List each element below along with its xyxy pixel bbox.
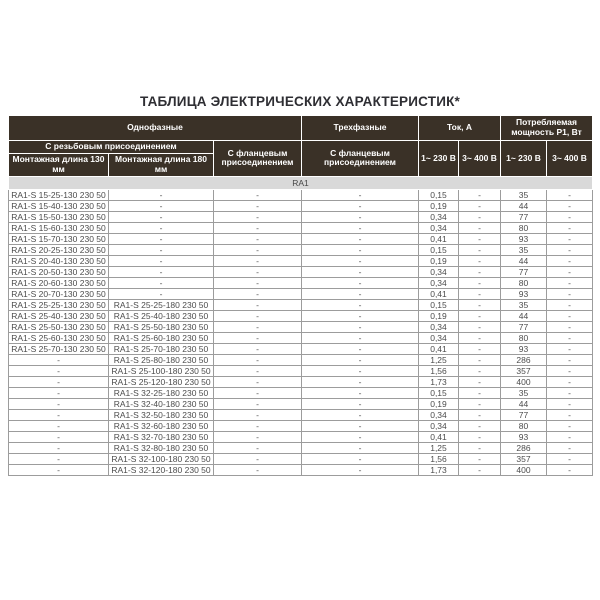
cell-flange-single-phase: -: [214, 288, 302, 299]
cell-power-230v: 400: [501, 464, 547, 475]
cell-model-130: RA1-S 15-60-130 230 50: [9, 222, 109, 233]
cell-current-400v: -: [459, 310, 501, 321]
cell-flange-single-phase: -: [214, 277, 302, 288]
table-row: [9, 189, 593, 200]
cell-current-230v: 0,41: [419, 233, 459, 244]
cell-flange-three-phase: -: [302, 343, 419, 354]
cell-model-180: RA1-S 32-100-180 230 50: [109, 453, 214, 464]
cell-model-180: -: [109, 288, 214, 299]
cell-power-400v: -: [547, 332, 593, 343]
header-length-130: Монтажная длина 130 мм: [9, 153, 109, 176]
cell-current-230v: 1,25: [419, 442, 459, 453]
cell-model-130: RA1-S 25-60-130 230 50: [9, 332, 109, 343]
cell-model-130: -: [9, 376, 109, 387]
cell-model-180: RA1-S 32-60-180 230 50: [109, 420, 214, 431]
cell-model-180: -: [109, 222, 214, 233]
table-row: [9, 431, 593, 442]
cell-model-130: RA1-S 25-40-130 230 50: [9, 310, 109, 321]
cell-flange-single-phase: -: [214, 354, 302, 365]
cell-power-230v: 44: [501, 310, 547, 321]
table-row: [9, 321, 593, 332]
cell-current-230v: 0,34: [419, 277, 459, 288]
cell-flange-three-phase: -: [302, 387, 419, 398]
cell-current-400v: -: [459, 387, 501, 398]
table-row: [9, 464, 593, 475]
cell-flange-single-phase: -: [214, 420, 302, 431]
cell-model-130: RA1-S 15-25-130 230 50: [9, 189, 109, 200]
table-row: [9, 376, 593, 387]
cell-power-230v: 77: [501, 321, 547, 332]
cell-flange-single-phase: -: [214, 321, 302, 332]
cell-power-230v: 93: [501, 343, 547, 354]
series-group-label: RA1: [9, 176, 593, 189]
header-threaded-connection: С резьбовым присоединением: [9, 141, 214, 154]
cell-flange-single-phase: -: [214, 222, 302, 233]
cell-current-230v: 0,19: [419, 255, 459, 266]
table-header: [9, 116, 593, 177]
header-current: Ток, А: [419, 116, 501, 141]
cell-flange-three-phase: -: [302, 332, 419, 343]
table-row: [9, 233, 593, 244]
cell-model-130: -: [9, 409, 109, 420]
cell-model-130: RA1-S 20-40-130 230 50: [9, 255, 109, 266]
cell-current-230v: 0,41: [419, 343, 459, 354]
page-title: ТАБЛИЦА ЭЛЕКТРИЧЕСКИХ ХАРАКТЕРИСТИК*: [140, 94, 460, 109]
cell-flange-three-phase: -: [302, 464, 419, 475]
cell-current-400v: -: [459, 299, 501, 310]
cell-current-230v: 0,15: [419, 387, 459, 398]
cell-power-230v: 357: [501, 365, 547, 376]
cell-model-130: -: [9, 431, 109, 442]
cell-power-400v: -: [547, 431, 593, 442]
cell-flange-single-phase: -: [214, 255, 302, 266]
cell-model-130: -: [9, 442, 109, 453]
cell-flange-single-phase: -: [214, 464, 302, 475]
cell-power-400v: -: [547, 376, 593, 387]
cell-power-230v: 77: [501, 211, 547, 222]
cell-model-130: -: [9, 398, 109, 409]
header-single-phase: Однофазные: [9, 116, 302, 141]
table-row: [9, 277, 593, 288]
cell-power-400v: -: [547, 442, 593, 453]
cell-model-130: -: [9, 354, 109, 365]
cell-power-400v: -: [547, 189, 593, 200]
cell-current-230v: 0,34: [419, 222, 459, 233]
cell-power-400v: -: [547, 266, 593, 277]
cell-model-130: RA1-S 25-50-130 230 50: [9, 321, 109, 332]
cell-power-230v: 286: [501, 354, 547, 365]
cell-model-180: -: [109, 277, 214, 288]
cell-power-400v: -: [547, 244, 593, 255]
cell-power-230v: 400: [501, 376, 547, 387]
cell-model-130: RA1-S 20-25-130 230 50: [9, 244, 109, 255]
cell-power-400v: -: [547, 200, 593, 211]
cell-power-400v: -: [547, 409, 593, 420]
cell-current-230v: 0,34: [419, 420, 459, 431]
cell-current-400v: -: [459, 288, 501, 299]
cell-flange-single-phase: -: [214, 431, 302, 442]
cell-power-230v: 357: [501, 453, 547, 464]
cell-model-180: RA1-S 32-50-180 230 50: [109, 409, 214, 420]
cell-current-230v: 0,41: [419, 431, 459, 442]
cell-current-230v: 0,34: [419, 211, 459, 222]
cell-model-130: -: [9, 420, 109, 431]
cell-current-230v: 1,73: [419, 376, 459, 387]
cell-flange-single-phase: -: [214, 442, 302, 453]
cell-model-180: -: [109, 189, 214, 200]
cell-flange-three-phase: -: [302, 211, 419, 222]
header-power-230v: 1~ 230 В: [501, 141, 547, 177]
table-row: [9, 222, 593, 233]
table-row: [9, 343, 593, 354]
cell-power-230v: 35: [501, 244, 547, 255]
cell-flange-three-phase: -: [302, 442, 419, 453]
cell-current-400v: -: [459, 332, 501, 343]
cell-power-230v: 35: [501, 189, 547, 200]
cell-model-180: RA1-S 32-70-180 230 50: [109, 431, 214, 442]
cell-power-400v: -: [547, 453, 593, 464]
header-flange-three: С фланцевым присоединением: [302, 141, 419, 177]
cell-power-230v: 80: [501, 277, 547, 288]
header-current-230v: 1~ 230 В: [419, 141, 459, 177]
cell-power-230v: 93: [501, 233, 547, 244]
cell-power-230v: 80: [501, 222, 547, 233]
cell-current-400v: -: [459, 464, 501, 475]
cell-power-400v: -: [547, 233, 593, 244]
cell-model-180: RA1-S 25-70-180 230 50: [109, 343, 214, 354]
cell-power-230v: 80: [501, 332, 547, 343]
cell-current-400v: -: [459, 233, 501, 244]
cell-power-400v: -: [547, 387, 593, 398]
cell-power-230v: 93: [501, 288, 547, 299]
cell-flange-single-phase: -: [214, 376, 302, 387]
cell-model-180: -: [109, 244, 214, 255]
table-row: [9, 200, 593, 211]
cell-flange-three-phase: -: [302, 277, 419, 288]
cell-power-400v: -: [547, 343, 593, 354]
cell-power-400v: -: [547, 354, 593, 365]
cell-power-400v: -: [547, 310, 593, 321]
cell-model-130: -: [9, 365, 109, 376]
table-row: [9, 398, 593, 409]
cell-flange-three-phase: -: [302, 365, 419, 376]
cell-power-230v: 35: [501, 387, 547, 398]
cell-current-230v: 1,56: [419, 453, 459, 464]
cell-current-400v: -: [459, 343, 501, 354]
cell-flange-three-phase: -: [302, 266, 419, 277]
cell-model-180: RA1-S 25-60-180 230 50: [109, 332, 214, 343]
cell-flange-three-phase: -: [302, 244, 419, 255]
cell-flange-three-phase: -: [302, 398, 419, 409]
cell-current-230v: 0,15: [419, 299, 459, 310]
cell-power-400v: -: [547, 299, 593, 310]
cell-current-400v: -: [459, 398, 501, 409]
table-row: [9, 442, 593, 453]
cell-flange-three-phase: -: [302, 354, 419, 365]
cell-flange-three-phase: -: [302, 321, 419, 332]
cell-model-130: RA1-S 25-70-130 230 50: [9, 343, 109, 354]
cell-current-230v: 0,34: [419, 321, 459, 332]
cell-power-400v: -: [547, 365, 593, 376]
cell-model-180: RA1-S 32-80-180 230 50: [109, 442, 214, 453]
cell-current-400v: -: [459, 409, 501, 420]
table-row: [9, 332, 593, 343]
cell-current-400v: -: [459, 200, 501, 211]
cell-model-130: RA1-S 25-25-130 230 50: [9, 299, 109, 310]
table-row: [9, 299, 593, 310]
cell-current-400v: -: [459, 255, 501, 266]
cell-model-180: RA1-S 25-50-180 230 50: [109, 321, 214, 332]
table-row: [9, 420, 593, 431]
cell-flange-single-phase: -: [214, 200, 302, 211]
cell-model-180: RA1-S 25-100-180 230 50: [109, 365, 214, 376]
cell-flange-three-phase: -: [302, 222, 419, 233]
table-row: [9, 354, 593, 365]
cell-model-180: RA1-S 32-40-180 230 50: [109, 398, 214, 409]
cell-current-400v: -: [459, 420, 501, 431]
cell-flange-three-phase: -: [302, 189, 419, 200]
cell-flange-single-phase: -: [214, 365, 302, 376]
cell-model-180: -: [109, 233, 214, 244]
cell-current-400v: -: [459, 376, 501, 387]
cell-model-180: RA1-S 32-25-180 230 50: [109, 387, 214, 398]
cell-flange-three-phase: -: [302, 420, 419, 431]
cell-power-400v: -: [547, 211, 593, 222]
table-row: [9, 409, 593, 420]
cell-current-230v: 0,34: [419, 409, 459, 420]
cell-flange-single-phase: -: [214, 343, 302, 354]
header-flange-single: С фланцевым присоединением: [214, 141, 302, 177]
cell-current-400v: -: [459, 354, 501, 365]
cell-flange-three-phase: -: [302, 310, 419, 321]
cell-power-230v: 93: [501, 431, 547, 442]
table-row: [9, 387, 593, 398]
cell-current-400v: -: [459, 189, 501, 200]
cell-current-400v: -: [459, 244, 501, 255]
cell-model-180: -: [109, 211, 214, 222]
table-row: [9, 211, 593, 222]
series-group-row: [9, 176, 593, 189]
cell-power-400v: -: [547, 321, 593, 332]
cell-flange-single-phase: -: [214, 233, 302, 244]
cell-model-180: -: [109, 200, 214, 211]
cell-flange-three-phase: -: [302, 431, 419, 442]
cell-current-400v: -: [459, 442, 501, 453]
header-length-180: Монтажная длина 180 мм: [109, 153, 214, 176]
table-row: [9, 310, 593, 321]
cell-flange-single-phase: -: [214, 244, 302, 255]
cell-current-400v: -: [459, 222, 501, 233]
table-row: [9, 288, 593, 299]
cell-current-400v: -: [459, 266, 501, 277]
cell-flange-single-phase: -: [214, 453, 302, 464]
cell-flange-single-phase: -: [214, 299, 302, 310]
cell-model-130: RA1-S 15-40-130 230 50: [9, 200, 109, 211]
cell-model-130: -: [9, 453, 109, 464]
cell-power-230v: 80: [501, 420, 547, 431]
cell-current-230v: 0,19: [419, 310, 459, 321]
header-power-400v: 3~ 400 В: [547, 141, 593, 177]
cell-flange-three-phase: -: [302, 255, 419, 266]
header-current-400v: 3~ 400 В: [459, 141, 501, 177]
cell-flange-three-phase: -: [302, 299, 419, 310]
cell-model-180: RA1-S 32-120-180 230 50: [109, 464, 214, 475]
cell-current-230v: 0,15: [419, 244, 459, 255]
cell-model-180: RA1-S 25-120-180 230 50: [109, 376, 214, 387]
cell-flange-three-phase: -: [302, 453, 419, 464]
cell-model-180: RA1-S 25-25-180 230 50: [109, 299, 214, 310]
cell-flange-single-phase: -: [214, 387, 302, 398]
cell-flange-three-phase: -: [302, 288, 419, 299]
cell-current-230v: 1,73: [419, 464, 459, 475]
cell-model-130: RA1-S 20-60-130 230 50: [9, 277, 109, 288]
table-body: [9, 176, 593, 475]
table-row: [9, 365, 593, 376]
cell-current-400v: -: [459, 453, 501, 464]
cell-power-400v: -: [547, 255, 593, 266]
table-row: [9, 266, 593, 277]
cell-flange-single-phase: -: [214, 189, 302, 200]
cell-model-130: -: [9, 464, 109, 475]
cell-flange-single-phase: -: [214, 266, 302, 277]
cell-model-130: RA1-S 15-70-130 230 50: [9, 233, 109, 244]
cell-flange-single-phase: -: [214, 211, 302, 222]
cell-current-230v: 0,34: [419, 266, 459, 277]
electrical-characteristics-table: [8, 115, 593, 476]
cell-current-400v: -: [459, 431, 501, 442]
cell-model-130: RA1-S 20-70-130 230 50: [9, 288, 109, 299]
cell-model-180: -: [109, 266, 214, 277]
cell-power-230v: 77: [501, 409, 547, 420]
cell-flange-three-phase: -: [302, 409, 419, 420]
cell-flange-single-phase: -: [214, 409, 302, 420]
cell-current-230v: 1,25: [419, 354, 459, 365]
cell-model-130: -: [9, 387, 109, 398]
cell-power-400v: -: [547, 398, 593, 409]
cell-power-230v: 286: [501, 442, 547, 453]
cell-power-230v: 77: [501, 266, 547, 277]
cell-current-230v: 0,34: [419, 332, 459, 343]
cell-model-130: RA1-S 20-50-130 230 50: [9, 266, 109, 277]
table-row: [9, 453, 593, 464]
cell-power-400v: -: [547, 420, 593, 431]
cell-flange-three-phase: -: [302, 233, 419, 244]
cell-model-180: -: [109, 255, 214, 266]
cell-power-230v: 35: [501, 299, 547, 310]
cell-current-230v: 0,41: [419, 288, 459, 299]
cell-power-230v: 44: [501, 255, 547, 266]
table-row: [9, 255, 593, 266]
header-three-phase: Трехфазные: [302, 116, 419, 141]
cell-current-400v: -: [459, 211, 501, 222]
cell-model-130: RA1-S 15-50-130 230 50: [9, 211, 109, 222]
cell-current-230v: 0,19: [419, 200, 459, 211]
cell-flange-three-phase: -: [302, 376, 419, 387]
cell-flange-single-phase: -: [214, 398, 302, 409]
cell-current-230v: 1,56: [419, 365, 459, 376]
cell-flange-single-phase: -: [214, 310, 302, 321]
cell-model-180: RA1-S 25-40-180 230 50: [109, 310, 214, 321]
cell-flange-single-phase: -: [214, 332, 302, 343]
cell-model-180: RA1-S 25-80-180 230 50: [109, 354, 214, 365]
cell-power-400v: -: [547, 464, 593, 475]
cell-power-400v: -: [547, 277, 593, 288]
header-power: Потребляемая мощность Р1, Вт: [501, 116, 593, 141]
cell-flange-three-phase: -: [302, 200, 419, 211]
cell-power-400v: -: [547, 222, 593, 233]
cell-current-230v: 0,19: [419, 398, 459, 409]
cell-current-230v: 0,15: [419, 189, 459, 200]
cell-current-400v: -: [459, 321, 501, 332]
table-row: [9, 244, 593, 255]
cell-current-400v: -: [459, 277, 501, 288]
cell-power-230v: 44: [501, 200, 547, 211]
cell-current-400v: -: [459, 365, 501, 376]
cell-power-400v: -: [547, 288, 593, 299]
cell-power-230v: 44: [501, 398, 547, 409]
